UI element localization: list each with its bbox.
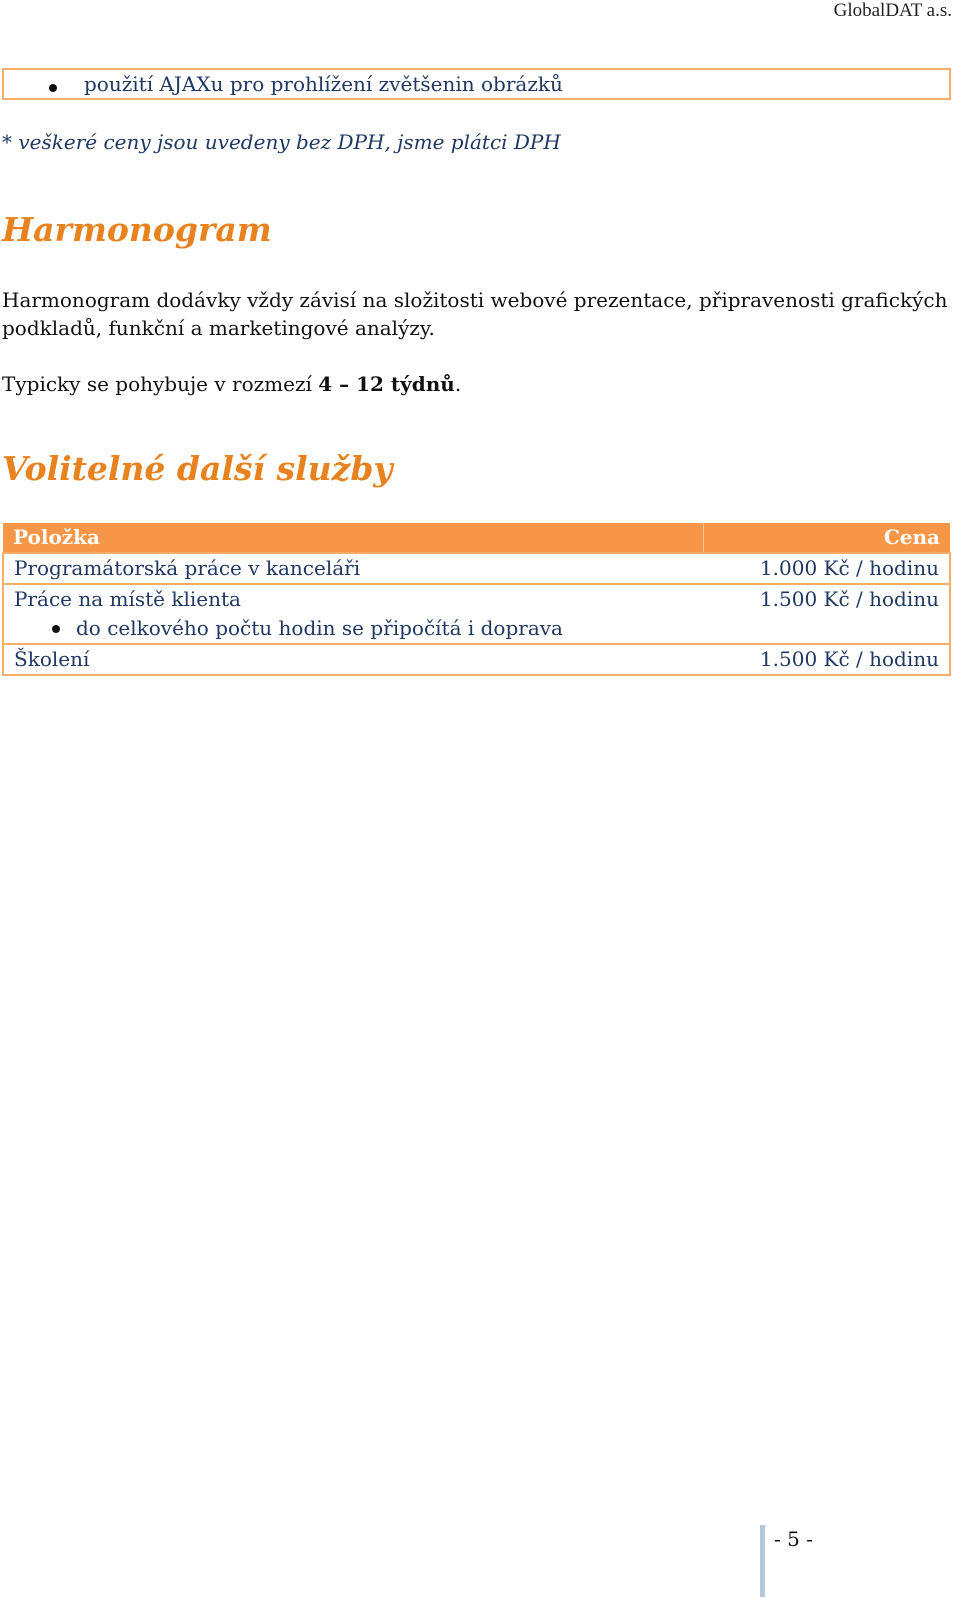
table-row-note [3,614,950,644]
price-note: * veškeré ceny jsou uvedeny bez DPH, jsme plátci DPH [2,130,561,154]
page-header-company: GlobalDAT a.s. [833,0,952,21]
table-row [3,553,950,584]
harmonogram-paragraph-line2: podkladů, funkční a marketingové analýzy. [2,316,435,340]
harmonogram-paragraph-line1: Harmonogram dodávky vždy závisí na složitosti webové prezentace, připravenosti grafických [2,288,948,312]
services-heading: Volitelné další služby [2,449,393,488]
service-item: Programátorská práce v kanceláři [3,553,704,584]
harmonogram-typical-duration [2,372,461,396]
typical-prefix: Typicky se pohybuje v rozmezí [2,372,319,396]
typical-suffix: . [454,372,462,396]
bullet-icon [49,84,57,92]
column-header-item: Položka [3,523,704,553]
table-row [3,584,950,614]
service-note-item [14,614,694,643]
table-header-row [3,523,950,553]
harmonogram-heading: Harmonogram [2,210,272,249]
table-row [3,644,950,675]
service-price: 1.500 Kč / hodinu [704,644,950,675]
footer-accent-bar [760,1525,765,1597]
bullet-icon [52,625,60,633]
service-price: 1.500 Kč / hodinu [704,584,950,614]
page-number: - 5 - [774,1527,813,1551]
service-item: Práce na místě klienta [3,584,704,614]
typical-range: 4 – 12 týdnů [318,372,455,396]
column-header-price: Cena [704,523,950,553]
service-note-price-empty [704,614,950,644]
services-table [2,523,951,676]
service-price: 1.000 Kč / hodinu [704,553,950,584]
service-note-cell [3,614,704,644]
feature-list-item: použití AJAXu pro prohlížení zvětšenin obrázků [84,72,563,96]
service-note-text: do celkového počtu hodin se připočítá i doprava [76,616,563,640]
service-item: Školení [3,644,704,675]
